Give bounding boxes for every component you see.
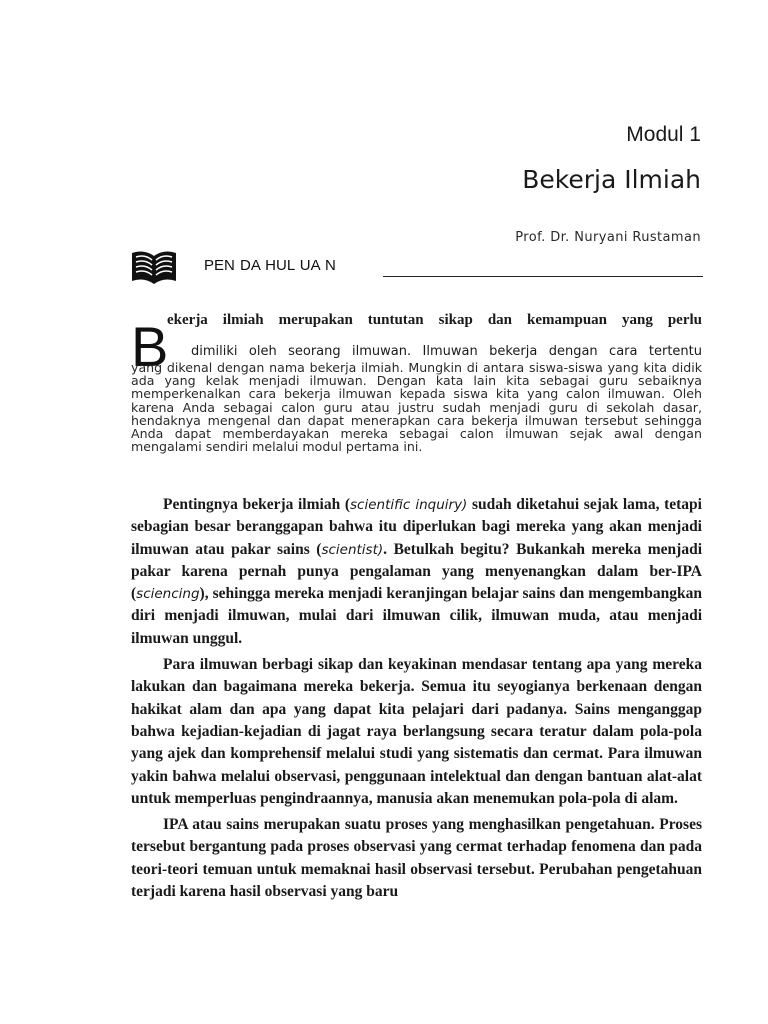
paragraph-1 <box>131 494 702 650</box>
body-text <box>131 494 702 907</box>
section-heading: PEN DA HUL UA N <box>204 257 336 274</box>
paragraph-2: Para ilmuwan berbagi sikap dan keyakinan mendasar tentang apa yang mereka lakukan dan bagaimana mereka bekerja. Semua itu seyogianya berkenaan dengan hakikat alam dan apa yang dapat kita pelajari dari padanya. Sains menganggap bahwa kejadian-kejadian di jagat raya berlangsung secara teratur dalam pola-pola yang ajek dan komprehensif melalui studi yang sistematis dan cermat. Para ilmuwan yakin bahwa melalui observasi, penggunaan intelektual dan dengan bantuan alat-alat untuk memperluas pengindraannya, manusia akan menemukan pola-pola di alam. <box>131 656 702 807</box>
p1-italic-3: sciencing <box>136 586 200 603</box>
intro-line-1: ekerja ilmiah merupakan tuntutan sikap dan kemampuan yang perlu <box>167 312 702 328</box>
heading-rule <box>383 276 703 277</box>
author-name: Prof. Dr. Nuryani Rustaman <box>515 230 701 245</box>
drop-cap: B <box>131 315 169 378</box>
intro-rest: yang dikenal dengan nama bekerja ilmiah. Mungkin di antara siswa-siswa yang kita didik ada yang kelak menjadi ilmuwan. Dengan kata lain kita sebagai guru sebaiknya memperkenalkan cara bekerja ilmuwan kepada siswa kita yang calon ilmuwan. Oleh karena Anda sebagai calon guru atau justru sudah menjadi guru di sekolah dasar, hendaknya mengenal dan dapat menerapkan cara bekerja ilmuwan tersebut sehingga Anda dapat memberdayakan mereka sebagai calon ilmuwan sejak awal dengan mengalami sendiri melalui modul pertama ini. <box>131 360 702 455</box>
p1-italic-2: scientist) <box>321 541 384 558</box>
module-label: Modul 1 <box>626 123 701 146</box>
p1-text-b: sudah diketahui sejak lama, tetapi sebagian besar beranggapan bahwa itu diperlukan bagi mereka yang akan menjadi ilmuwan atau pakar sains ( <box>131 496 702 558</box>
intro-line-2: dimiliki oleh seorang ilmuwan. Ilmuwan bekerja dengan cara tertentu <box>191 344 702 359</box>
p1-text-c: . Betulkah begitu? Bukankah mereka menjadi pakar karena pernah punya pengalaman yang menyenangkan dalam ber-IPA ( <box>131 540 702 603</box>
open-book-icon <box>130 247 178 287</box>
p1-text-a: Pentingnya bekerja ilmiah ( <box>163 496 351 513</box>
chapter-title: Bekerja Ilmiah <box>522 165 701 194</box>
p1-text-d: ), sehingga mereka menjadi keranjingan belajar sains dan mengembangkan diri menjadi ilmuwan, mulai dari ilmuwan cilik, ilmuwan muda, atau menjadi ilmuwan unggul. <box>131 585 702 647</box>
p1-italic-1: scientific inquiry) <box>350 497 468 513</box>
paragraph-3: IPA atau sains merupakan suatu proses yang menghasilkan pengetahuan. Proses tersebut bergantung pada proses observasi yang cermat terhadap fenomena dan pada teori-teori temuan untuk memaknai hasil observasi tersebut. Perubahan pengetahuan terjadi karena hasil observasi yang baru <box>131 816 702 901</box>
intro-paragraph <box>131 311 702 453</box>
